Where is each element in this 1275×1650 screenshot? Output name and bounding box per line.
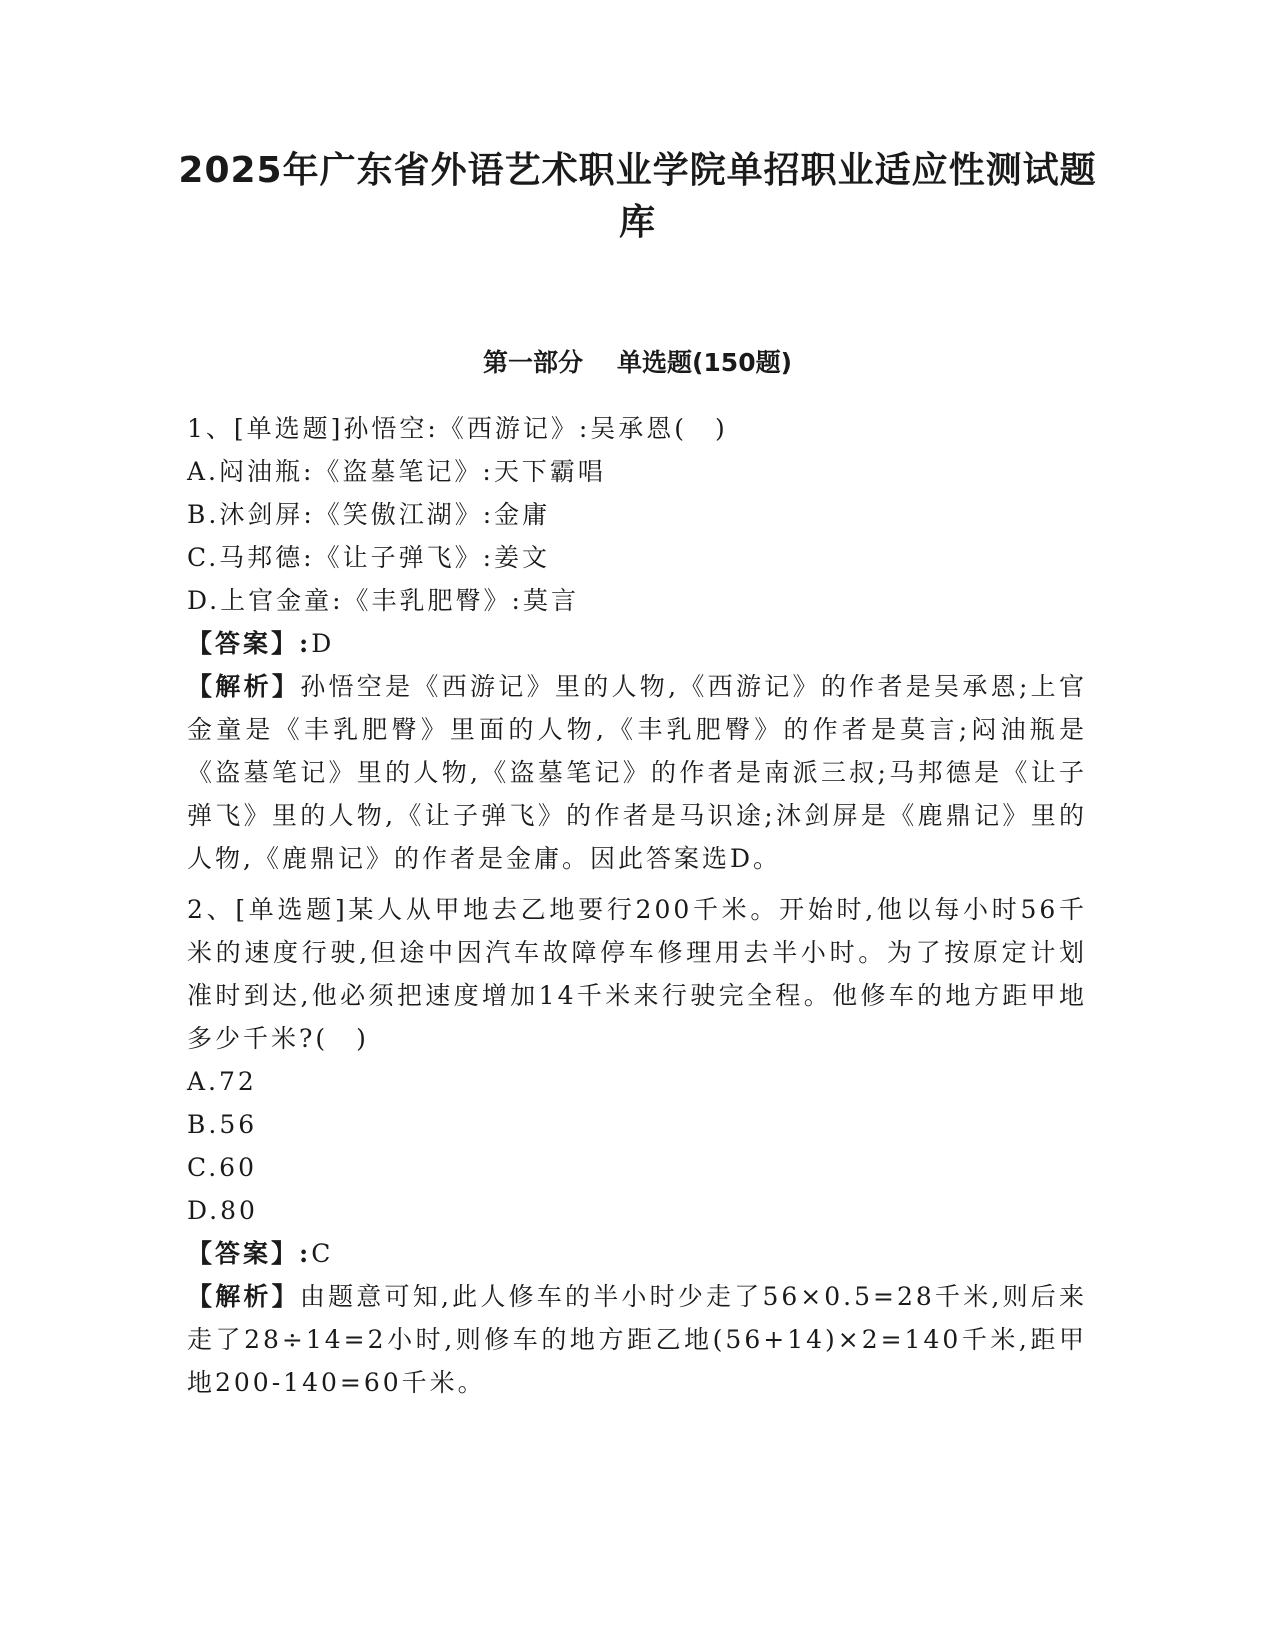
section-title-part: 第一部分 [482,348,583,377]
analysis-text: 由题意可知,此人修车的半小时少走了56×0.5=28千米,则后来走了28÷14=2小时,则修车的地方距乙地(56+14)×2=140千米,距甲地200-140=60千米。 [187,1282,1087,1397]
question-1 [187,407,1087,880]
option-c: C.60 [187,1153,257,1182]
question-2 [187,888,1087,1404]
option-a: A.72 [187,1067,257,1096]
analysis-text: 孙悟空是《西游记》里的人物,《西游记》的作者是吴承恩;上官金童是《丰乳肥臀》里面的人物,《丰乳肥臀》的作者是莫言;闷油瓶是《盗墓笔记》里的人物,《盗墓笔记》的作者是南派三叔;马邦德是《让子弹飞》里的人物,《让子弹飞》的作者是马识途;沐剑屏是《鹿鼎记》里的人物,《鹿鼎记》的作者是金庸。因此答案选D。 [187,672,1087,873]
question-stem: 2、[单选题]某人从甲地去乙地要行200千米。开始时,他以每小时56千米的速度行驶,但途中因汽车故障停车修理用去半小时。为了按原定计划准时到达,他必须把速度增加14千米来行驶完全程。他修车的地方距甲地多少千米?( ) [187,895,1087,1053]
section-title-type: 单选题(150题) [616,348,793,377]
option-d: D.80 [187,1196,258,1225]
analysis [187,1275,1087,1404]
analysis-label: 【解析】 [187,1282,300,1311]
answer-line [187,622,1087,665]
analysis [187,665,1087,880]
question-stem: 1、[单选题]孙悟空:《西游记》:吴承恩( ) [187,414,728,443]
answer-label: 【答案】: [187,629,312,658]
document-title: 2025年广东省外语艺术职业学院单招职业适应性测试题库 [178,150,1097,243]
question-list [187,407,1087,1404]
option-c: C.马邦德:《让子弹飞》:姜文 [187,543,551,572]
answer-label: 【答案】: [187,1239,312,1268]
answer-value: D [311,629,335,658]
option-a: A.闷油瓶:《盗墓笔记》:天下霸唱 [187,457,606,486]
section-title [160,345,1115,381]
option-b: B.沐剑屏:《笑傲江湖》:金庸 [187,500,551,529]
answer-line [187,1232,1087,1275]
answer-value: C [311,1239,334,1268]
option-b: B.56 [187,1110,258,1139]
option-d: D.上官金童:《丰乳肥臀》:莫言 [187,586,579,615]
analysis-label: 【解析】 [187,672,301,701]
